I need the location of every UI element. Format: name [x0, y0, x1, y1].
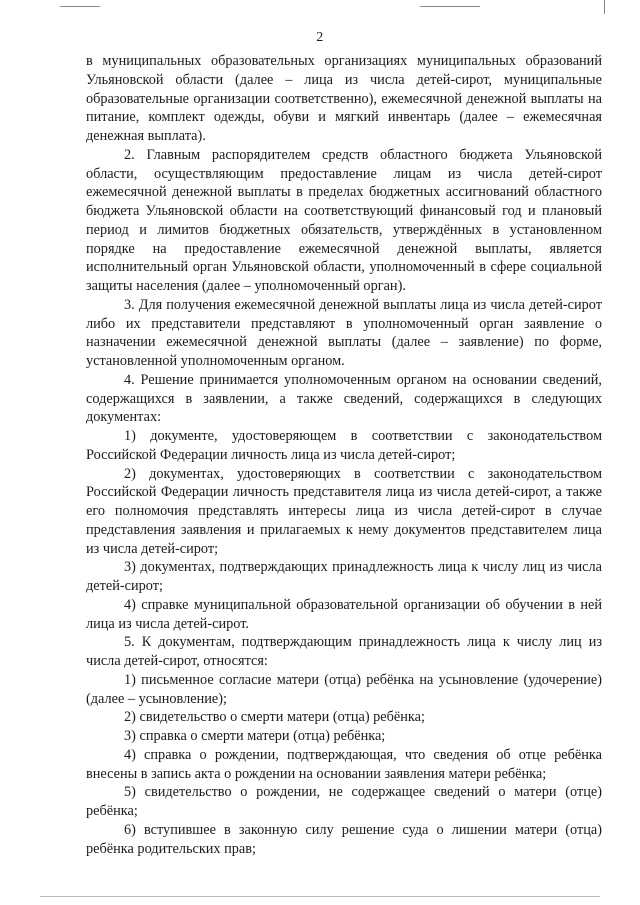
paragraph: 3) документах, подтверждающих принадлежность лица к числу лиц из числа детей-сирот; — [86, 559, 602, 594]
paragraph: 2) документах, удостоверяющих в соответствии с законодательством Российской Федерации личность представителя лица из числа детей-сирот, а также его полномочия представлять интересы лица из числа детей-сирот в случае представления заявления и прилагаемых к нему документов представителем лица из числа детей-сирот; — [86, 465, 602, 557]
scan-artifact — [60, 6, 100, 7]
paragraph: 2. Главным распорядителем средств областного бюджета Ульяновской области, осуществляющим предоставление лицам из числа детей-сирот ежемесячной денежной выплаты в пределах бюджетных ассигнований областного бюджета Ульяновской области на соответствующий финансовый год и плановый период и лимитов бюджетных обязательств, утверждённых в установленном порядке на предоставление ежемесячной денежной выплаты, является исполнительный орган Ульяновской области, уполномоченный в сфере социальной защиты населения (далее – уполномоченный орган). — [86, 146, 602, 294]
page-number: 2 — [316, 30, 324, 45]
scan-artifact — [40, 896, 600, 897]
paragraph: 3. Для получения ежемесячной денежной выплаты лица из числа детей-сирот либо их представители представляют в уполномоченный орган заявление о назначении ежемесячной денежной выплаты (далее – заявление) по форме, установленной уполномоченным органом. — [86, 296, 602, 369]
paragraph: 4. Решение принимается уполномоченным органом на основании сведений, содержащихся в заявлении, а также сведений, содержащихся в следующих документах: — [86, 371, 602, 426]
paragraph: 4) справке муниципальной образовательной организации об обучении в ней лица из числа детей-сирот. — [86, 596, 602, 632]
paragraph: 1) документе, удостоверяющем в соответствии с законодательством Российской Федерации личность лица из числа детей-сирот; — [86, 428, 602, 463]
paragraph: 4) справка о рождении, подтверждающая, что сведения об отце ребёнка внесены в запись акта о рождении на основании заявления матери ребёнка; — [86, 746, 602, 782]
paragraph: в муниципальных образовательных организациях муниципальных образований Ульяновской области (далее – лица из числа детей-сирот, муниципальные образовательные организации соответственно), ежемесячной денежной выплаты на питание, комплект одежды, обуви и мягкий инвентарь (далее – ежемесячная денежная выплата). — [86, 53, 602, 144]
paragraph: 3) справка о смерти матери (отца) ребёнка; — [124, 728, 386, 744]
scan-artifact — [604, 0, 605, 14]
paragraph: 2) свидетельство о смерти матери (отца) ребёнка; — [124, 709, 425, 726]
paragraph: 6) вступившее в законную силу решение суда о лишении матери (отца) ребёнка родительских прав; — [86, 821, 602, 857]
scan-artifact — [420, 6, 480, 7]
paragraph: 5) свидетельство о рождении, не содержащее сведений о матери (отце) ребёнка; — [86, 784, 602, 819]
document-body — [86, 52, 602, 858]
paragraph: 1) письменное согласие матери (отца) ребёнка на усыновление (удочерение) (далее – усыновление); — [86, 671, 602, 707]
paragraph: 5. К документам, подтверждающим принадлежность лица к числу лиц из числа детей-сирот, относятся: — [86, 634, 602, 669]
